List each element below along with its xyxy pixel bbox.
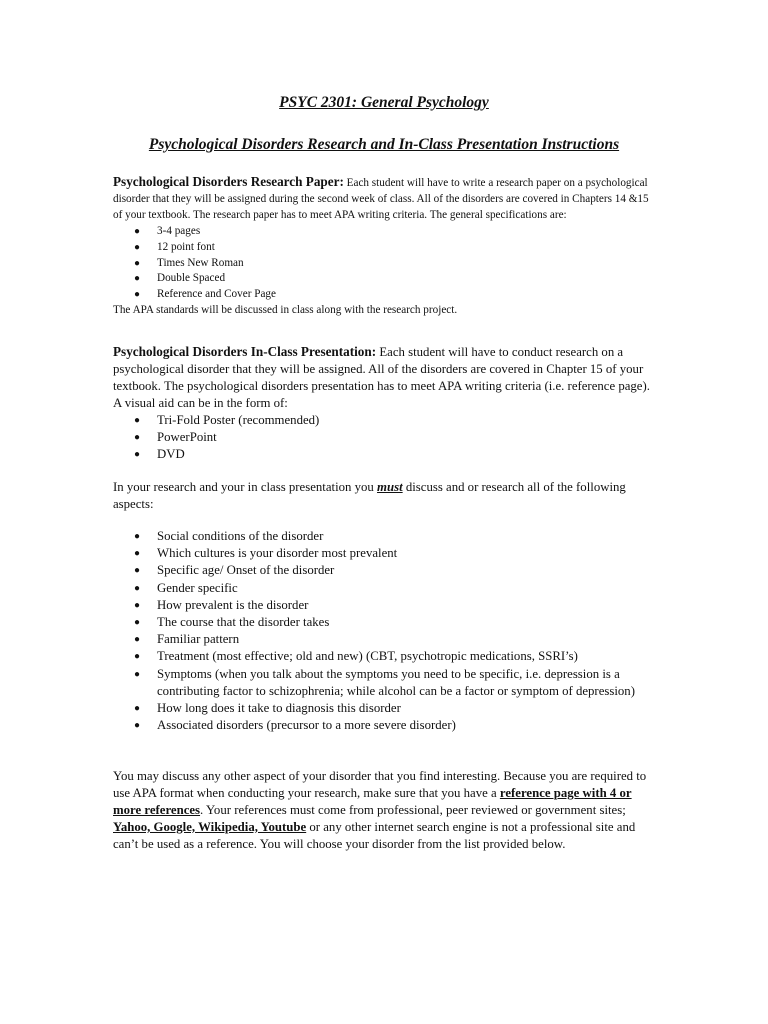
aspects-intro: In your research and your in class presentation you must discuss and or research all of the following aspects: [113, 480, 626, 511]
reference-page-emphasis: reference page with 4 or more references [113, 785, 632, 817]
bullet-icon: ● [134, 531, 141, 542]
bullet-icon: ● [134, 634, 141, 646]
bullet-icon: ● [134, 225, 141, 237]
list-item: ● Double Spaced [113, 271, 658, 287]
bullet-icon: ● [134, 449, 141, 461]
list-item: ● Specific age/ Onset of the disorder [113, 562, 658, 579]
bullet-icon: ● [134, 273, 141, 285]
research-paper-heading: Psychological Disorders Research Paper: [113, 174, 344, 189]
list-item: ● Gender specific [113, 580, 658, 597]
presentation-heading: Psychological Disorders In-Class Presentation: [113, 344, 377, 359]
bullet-icon: ● [134, 289, 141, 301]
presentation-paragraph [113, 344, 658, 412]
bullet-icon: ● [134, 617, 141, 629]
must-emphasis: must [377, 480, 403, 494]
list-item: ● Social conditions of the disorder [113, 528, 658, 545]
list-item: ● Which cultures is your disorder most prevalent [113, 545, 658, 562]
list-item: ● 12 point font [113, 240, 658, 256]
list-item: ● Treatment (most effective; old and new) (CBT, psychotropic medications, SSRI’s) [113, 648, 658, 665]
bullet-icon: ● [134, 703, 141, 715]
course-title: PSYC 2301: General Psychology [279, 94, 489, 111]
research-paper-paragraph [113, 174, 658, 224]
bullet-icon: ● [134, 548, 141, 560]
research-paper-section [113, 174, 658, 319]
list-item: ● Associated disorders (precursor to a more severe disorder) [113, 717, 658, 734]
list-item: ● Reference and Cover Page [113, 287, 658, 303]
bullet-icon: ● [134, 599, 141, 611]
visual-aid-list [113, 412, 658, 464]
list-item: ● Times New Roman [113, 256, 658, 272]
bullet-icon: ● [134, 720, 141, 732]
research-paper-text: Each student will have to write a research paper on a psychological disorder that they will be assigned during the second week of class. All of the disorders are covered in Chapters 14 &15 of your textbook. The research paper has to meet APA writing criteria. The general specifications are: [113, 177, 649, 221]
spec-list [113, 224, 658, 304]
document-title: Psychological Disorders Research and In-Class Presentation Instructions [148, 136, 620, 153]
bullet-icon: ● [134, 257, 141, 269]
aspects-section [113, 479, 658, 513]
list-item: ● PowerPoint [113, 429, 658, 446]
bullet-icon: ● [134, 414, 141, 426]
bullet-icon: ● [134, 582, 141, 594]
apa-standards-note: The APA standards will be discussed in class along with the research project. [113, 304, 458, 317]
presentation-section [113, 344, 658, 463]
closing-paragraph: You may discuss any other aspect of your disorder that you find interesting. Because you are required to use APA format when conducting your research, make sure that you have a reference page with 4 or more references. Your references must come from professional, peer reviewed or government sites; Yahoo, Google, Wikipedia, Youtube or any other internet search engine is not a professional site and can’t be used as a reference. You will choose your disorder from the list provided below. [113, 769, 647, 851]
list-item: ● DVD [113, 446, 658, 463]
list-item: ● How long does it take to diagnosis this disorder [113, 700, 658, 717]
list-item: ● Familiar pattern [113, 631, 658, 648]
presentation-text: Each student will have to conduct research on a psychological disorder that they will be assigned. All of the disorders are covered in Chapter 15 of your textbook. The psychological disorders presentation has to meet APA writing criteria (i.e. reference page). A visual aid can be in the form of: [113, 345, 650, 410]
bullet-icon: ● [134, 431, 141, 443]
closing-section [113, 768, 658, 853]
list-item: ● 3-4 pages [113, 224, 658, 240]
aspects-list-block [113, 528, 658, 734]
aspects-list [113, 528, 658, 734]
bullet-icon: ● [134, 668, 141, 680]
list-item: ● The course that the disorder takes [113, 614, 658, 631]
list-item: ● How prevalent is the disorder [113, 597, 658, 614]
bullet-icon: ● [134, 651, 141, 663]
bullet-icon: ● [134, 565, 141, 577]
bullet-icon: ● [134, 241, 141, 253]
excluded-sites-emphasis: Yahoo, Google, Wikipedia, Youtube [113, 819, 307, 834]
list-item: ● Tri-Fold Poster (recommended) [113, 412, 658, 429]
list-item: ● Symptoms (when you talk about the symptoms you need to be specific, i.e. depression is a contributing factor to schizophrenia; while alcohol can be a factor or symptom of depression) [134, 666, 635, 698]
